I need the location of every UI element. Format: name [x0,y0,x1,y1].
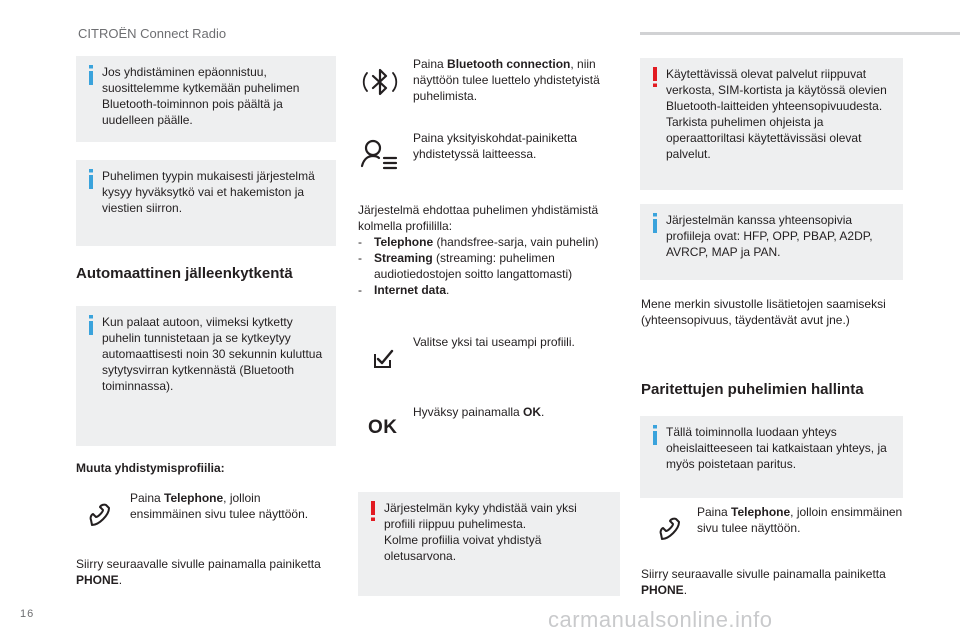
warning-note-services [640,58,903,190]
ok-button-label: OK [523,405,542,419]
bluetooth-connection-label: Bluetooth connection [447,57,571,71]
info-note-text: Tällä toiminnolla luodaan yhteys oheislaitteeseen tai katkaistaan yhteys, ja myös poistetaan paritus. [666,425,887,471]
warning-text-line1: Järjestelmän kyky yhdistää vain yksi profiili riippuu puhelimesta. [384,501,577,531]
step1-text-pre: Paina [413,57,448,71]
step4-text-pre: Hyväksy painamalla [413,405,524,419]
phone-button-label: PHONE [76,573,119,587]
warning-text-line2: Kolme profiilia voivat yhdistyä oletusarvona. [384,533,542,563]
info-icon [85,169,97,189]
list-item: - Telephone (handsfree-sarja, vain puhelin) [358,234,620,250]
telephone-button-label: Telephone [164,491,224,505]
info-icon [649,425,661,445]
next-text-post: . [118,573,123,587]
body-text: Mene merkin sivustolle lisätietojen saamiseksi (yhteensopivuus, täydentävät avut jne.) [641,297,886,327]
phone-button-label: PHONE [641,583,684,597]
info-icon [85,65,97,85]
step1-text-post: , niin näyttöön tulee luettelo yhdistetyistä puhelimista. [413,57,600,103]
info-note-text: Jos yhdistäminen epäonnistuu, suosittelemme kytkemään puhelimen Bluetooth-toiminnon pois päältä ja uudelleen päälle. [102,65,300,127]
step-bluetooth-connection [413,56,613,104]
info-note-transfer [76,160,336,246]
list-item: - Internet data. [358,282,620,298]
step-text-pre: Paina [130,491,165,505]
profiles-list [358,234,620,298]
phone-icon [86,498,116,528]
bluetooth-icon [362,64,398,100]
step-text-post: , jolloin ensimmäinen sivu tulee näyttöön. [130,491,309,521]
info-note-compatible-profiles [640,204,903,280]
step-text-post: , jolloin ensimmäinen sivu tulee näyttöön. [697,505,903,535]
warning-text: Käytettävissä olevat palvelut riippuvat verkosta, SIM-kortista ja käytössä olevien Bluetooth-laitteiden yhteensopivuudesta. Tarkista puhelimen ohjeista ja operaattoriltasi käytettävissäsi olevat palvelut. [666,67,887,161]
warning-icon [367,501,379,521]
next-page-instruction-paired [641,566,911,598]
info-note-text: Puhelimen tyypin mukaisesti järjestelmä kysyy hyväksytkö vai et hakemiston ja viestien siirron. [102,169,315,215]
info-note-retry [76,56,336,142]
device-details-icon [360,136,400,172]
body-more-info [641,296,903,328]
telephone-button-label: Telephone [731,505,791,519]
section-heading-manage-paired: Paritettujen puhelimien hallinta [641,381,864,398]
page-number: 16 [20,608,35,620]
step3-text: Valitse yksi tai useampi profiili. [413,335,575,349]
warning-icon [649,67,661,87]
header-title: CITROËN Connect Radio [78,26,227,41]
profiles-intro-text: Järjestelmä ehdottaa puhelimen yhdistämistä kolmella profiililla: [358,203,599,233]
step-confirm-ok [413,404,613,420]
step-telephone [130,490,330,522]
next-text-post: . [683,583,688,597]
warning-note-profiles [358,492,620,596]
info-icon [85,315,97,335]
profiles-intro [358,202,620,298]
info-note-auto-reconnect [76,306,336,446]
list-item: - Streaming (streaming: puhelimen audiotiedostojen soitto langattomasti) [358,250,620,282]
phone-icon [656,512,686,542]
next-text-pre: Siirry seuraavalle sivulle painamalla painiketta [641,567,886,581]
step-telephone-paired [697,504,903,536]
header-bar [640,32,960,35]
step4-text-post: . [541,405,545,419]
step-select-profiles [413,334,613,350]
step-text-pre: Paina [697,505,732,519]
step-details-button [413,130,613,162]
info-note-text: Kun palaat autoon, viimeksi kytketty puhelin tunnistetaan ja se kytkeytyy automaattisesti noin 30 sekunnin kuluttua sytytysvirran kytkennästä (Bluetooth toiminnassa). [102,315,323,393]
next-page-instruction [76,556,346,588]
next-text-pre: Siirry seuraavalle sivulle painamalla painiketta [76,557,321,571]
subheading-change-profile: Muuta yhdistymisprofiilia: [76,461,225,475]
ok-icon: OK [368,417,398,438]
info-icon [649,213,661,233]
info-note-text: Järjestelmän kanssa yhteensopivia profiileja ovat: HFP, OPP, PBAP, A2DP, AVRCP, MAP ja PAN. [666,213,873,259]
watermark: carmanualsonline.info [548,607,773,632]
step2-text: Paina yksityiskohdat-painiketta yhdistetyssä laitteessa. [413,131,578,161]
info-note-manage-paired [640,416,903,498]
checkbox-checked-icon [372,348,394,370]
section-heading-auto-reconnect: Automaattinen jälleenkytkentä [76,265,293,282]
